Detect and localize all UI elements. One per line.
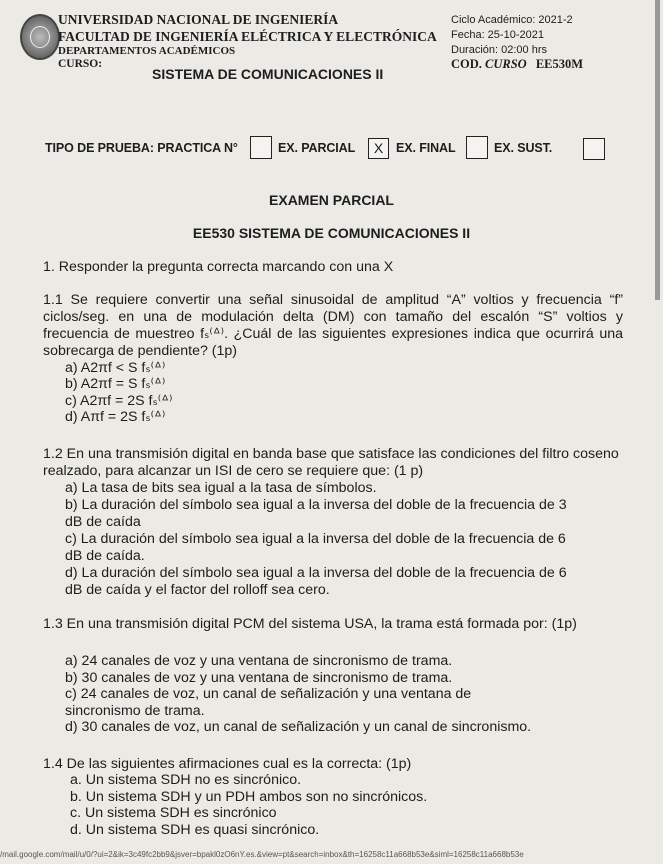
q1-4-option-c: c. Un sistema SDH es sincrónico (70, 805, 277, 821)
exam-duration: Duración: 02:00 hrs (451, 44, 547, 56)
q1-3-option-c: c) 24 canales de voz, un canal de señalización y una ventana de sincronismo de trama. (65, 686, 472, 719)
q1-1-option-c: c) A2πf = 2S fₛ⁽ᐞ⁾ (65, 393, 173, 409)
q1-1-option-d: d) Aπf = 2S fₛ⁽ᐞ⁾ (65, 409, 166, 425)
course-code-label: COD. (451, 57, 482, 71)
q1-2-option-b: b) La duración del símbolo sea igual a la inversa del doble de la frecuencia de 3 dB de caída (65, 497, 567, 530)
course-code-value: EE530M (535, 57, 584, 71)
partial-exam-label: EX. PARCIAL (278, 141, 356, 155)
course-name: SISTEMA DE COMUNICACIONES II (152, 66, 384, 82)
university-seal-icon (20, 14, 60, 60)
question-1-4: 1.4 De las siguientes afirmaciones cual es la correcta: (1p) (43, 756, 412, 772)
q1-4-option-d: d. Un sistema SDH es quasi sincrónico. (70, 822, 320, 838)
q1-2-option-d: d) La duración del símbolo sea igual a la inversa del doble de la frecuencia de 6 dB de caída y el factor del rolloff sea cero. (65, 565, 567, 598)
footer-url: /mail.google.com/mail/u/0/?ui=2&ik=3c49fc2bb9&jsver=bpakl0zO6nY.es.&view=pt&search=inbox&th=16258c11a668b53e&siml=16258c11a668b53e (0, 850, 524, 859)
sust-exam-label: EX. SUST. (494, 141, 553, 155)
final-exam-label: EX. FINAL (396, 141, 456, 155)
q1-4-option-a: a. Un sistema SDH no es sincrónico. (70, 772, 302, 788)
exam-subtitle: EE530 SISTEMA DE COMUNICACIONES II (192, 225, 471, 241)
question-1-2: 1.2 En una transmisión digital en banda base que satisface las condiciones del filtro coseno realzado, para alcanzar un ISI de cero se requiere que: (1 p) (43, 446, 619, 479)
q1-3-option-d: d) 30 canales de voz, un canal de señalización y un canal de sincronismo. (65, 719, 532, 735)
academic-cycle: Ciclo Académico: 2021-2 (451, 14, 573, 26)
exam-title: EXAMEN PARCIAL (269, 192, 394, 208)
q1-3-option-b: b) 30 canales de voz y una ventana de sincronismo de trama. (65, 670, 453, 686)
question-1-1: 1.1 Se requiere convertir una señal sinusoidal de amplitud “A” voltios y frecuencia “f” ciclos/seg. en una de modulación delta (DM) con tamaño del escalón “S” voltios y frecuencia de muestreo fₛ⁽ᐞ⁾. ¿Cuál de las siguientes expresiones indica que ocurrirá una sobrecarga de pendiente? (1p) (43, 292, 623, 359)
test-type-label: TIPO DE PRUEBA: PRACTICA N° (45, 141, 238, 155)
partial-exam-checkbox[interactable]: X (368, 138, 389, 159)
university-name: UNIVERSIDAD NACIONAL DE INGENIERÍA (58, 12, 339, 27)
exam-date: Fecha: 25-10-2021 (451, 29, 544, 41)
faculty-name: FACULTAD DE INGENIERÍA ELÉCTRICA Y ELECTRÓNICA (58, 29, 437, 44)
page-edge-shadow (655, 0, 660, 300)
instruction: 1. Responder la pregunta correcta marcando con una X (43, 259, 394, 275)
question-1-3: 1.3 En una transmisión digital PCM del sistema USA, la trama está formada por: (1p) (43, 616, 577, 632)
course-code (451, 57, 583, 72)
q1-1-option-a: a) A2πf < S fₛ⁽ᐞ⁾ (65, 360, 166, 376)
practice-checkbox[interactable] (250, 136, 272, 159)
sust-exam-checkbox[interactable] (583, 138, 605, 160)
course-code-course: CURSO (485, 57, 527, 71)
course-label: CURSO: (58, 58, 103, 70)
q1-3-option-a: a) 24 canales de voz y una ventana de sincronismo de trama. (65, 653, 453, 669)
departments-label: DEPARTAMENTOS ACADÉMICOS (58, 45, 236, 57)
q1-2-option-c: c) La duración del símbolo sea igual a la inversa del doble de la frecuencia de 6 dB de caída. (65, 531, 566, 564)
q1-2-option-a: a) La tasa de bits sea igual a la tasa de símbolos. (65, 480, 377, 496)
q1-1-option-b: b) A2πf = S fₛ⁽ᐞ⁾ (65, 376, 166, 392)
q1-4-option-b: b. Un sistema SDH y un PDH ambos son no sincrónicos. (70, 789, 428, 805)
final-exam-checkbox[interactable] (466, 136, 488, 159)
